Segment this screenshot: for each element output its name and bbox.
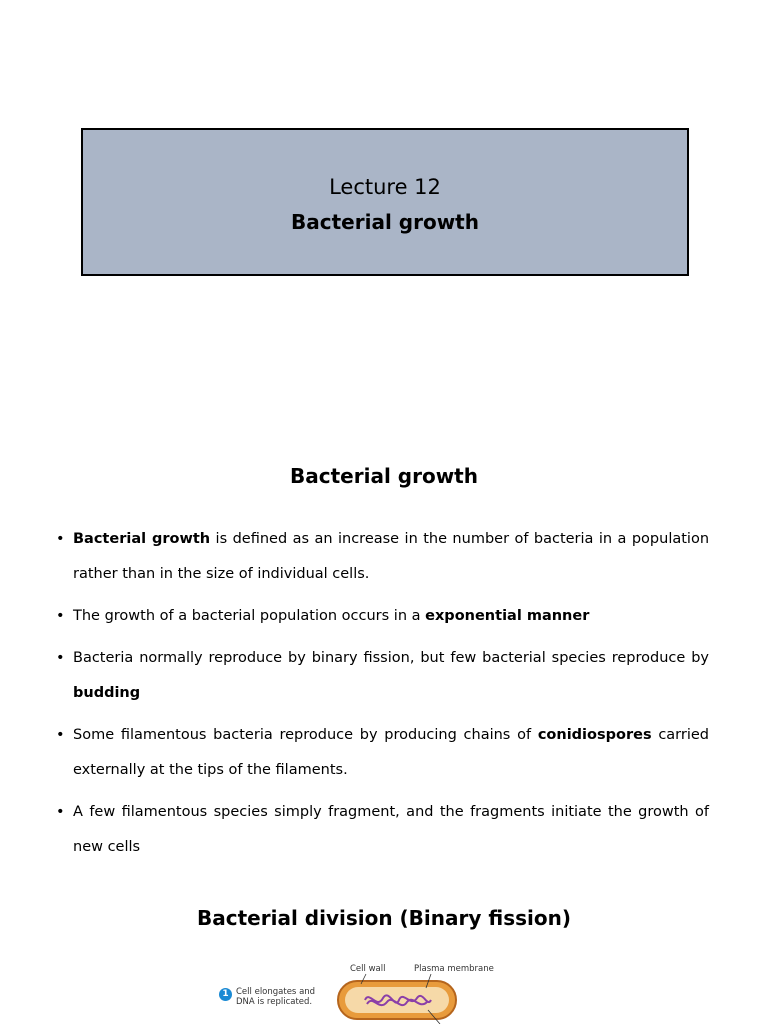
cell-wall-label: Cell wall <box>350 964 386 974</box>
bullet-text: Some filamentous bacteria reproduce by producing chains of <box>73 727 538 743</box>
bullet-item <box>56 599 709 634</box>
bullet-dot-icon: • <box>56 608 65 624</box>
bullet-bold-text: Bacterial growth <box>73 531 211 547</box>
bullet-item <box>56 718 709 788</box>
bullet-dot-icon: • <box>56 650 65 666</box>
plasma-membrane-label: Plasma membrane <box>414 964 494 974</box>
step-number-badge: 1 <box>219 988 232 1001</box>
section-heading-bacterial-growth: Bacterial growth <box>290 464 478 488</box>
bullet-text: A few filamentous species simply fragment, and the fragments initiate the growth of new cells <box>73 804 709 855</box>
lecture-number: Lecture 12 <box>329 175 441 199</box>
bullet-dot-icon: • <box>56 531 65 547</box>
label-pointer-lines <box>216 960 516 1024</box>
bullet-bold-text: exponential manner <box>425 608 590 624</box>
bullet-bold-text: budding <box>73 685 141 701</box>
lecture-title-box <box>81 128 689 276</box>
bullet-text: is defined as an increase in the number of bacteria in a population rather than in the size of individual cells. <box>73 531 710 582</box>
bullet-dot-icon: • <box>56 804 65 820</box>
bullet-item <box>56 795 709 865</box>
section-heading-binary-fission: Bacterial division (Binary fission) <box>197 906 571 930</box>
bullet-text: The growth of a bacterial population occurs in a <box>73 608 426 624</box>
lecture-topic: Bacterial growth <box>291 210 479 234</box>
bullet-bold-text: conidiospores <box>537 727 652 743</box>
bullet-item <box>56 522 709 592</box>
bullet-list <box>56 522 709 872</box>
step-description: Cell elongates and DNA is replicated. <box>236 987 316 1007</box>
bullet-dot-icon: • <box>56 727 65 743</box>
binary-fission-figure <box>216 960 516 1024</box>
bullet-item <box>56 641 709 711</box>
bullet-text: carried externally at the tips of the filaments. <box>73 727 709 778</box>
bullet-text: Bacteria normally reproduce by binary fission, but few bacterial species reproduce by <box>73 650 709 666</box>
